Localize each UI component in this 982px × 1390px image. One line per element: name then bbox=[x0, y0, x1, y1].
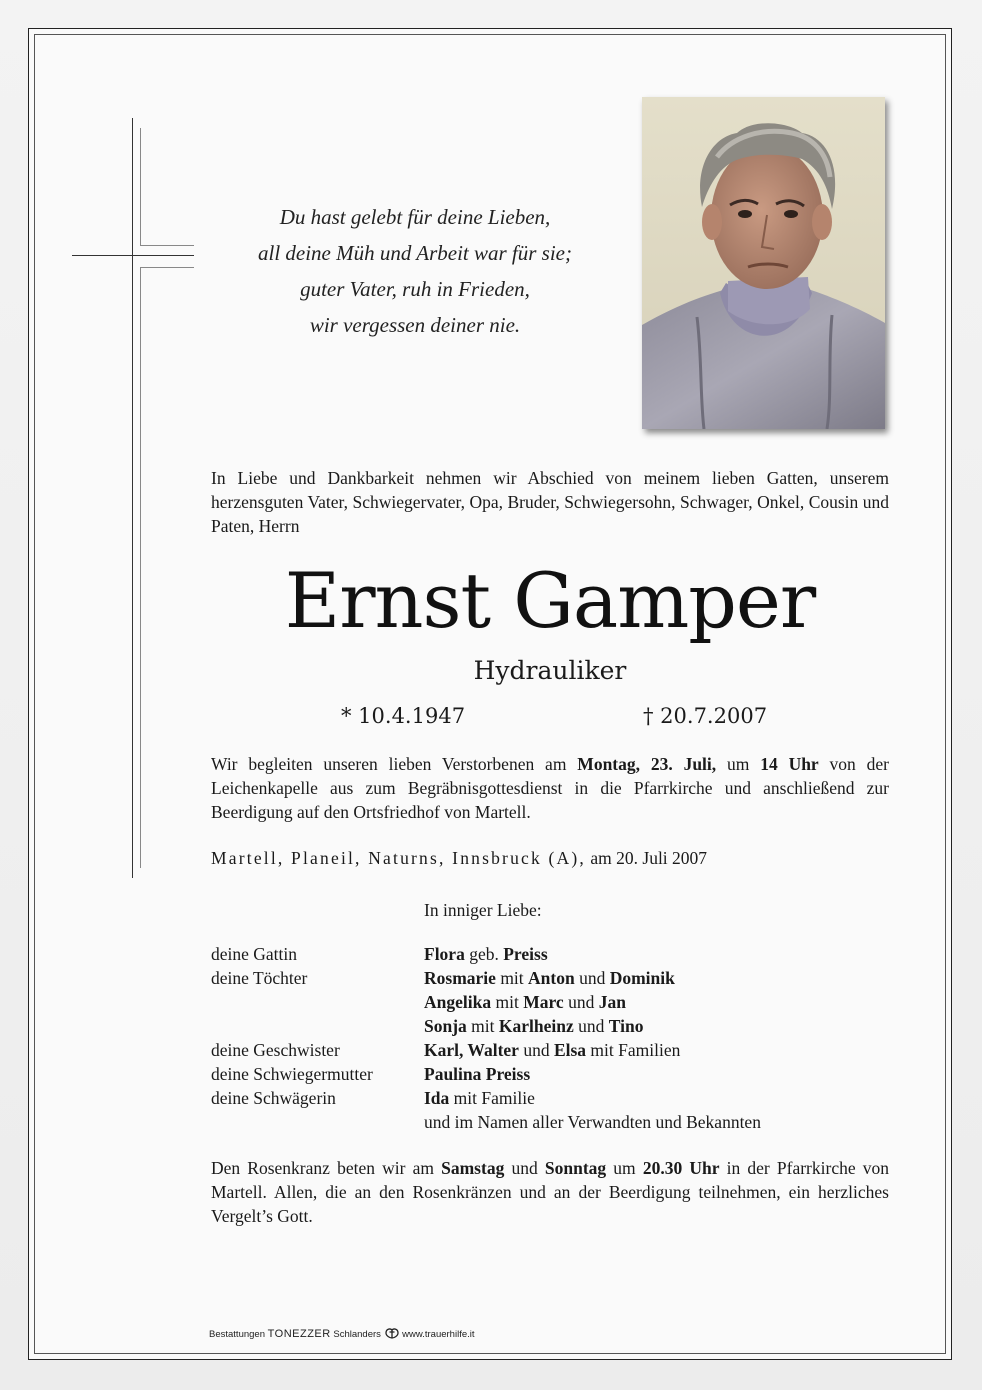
mourner-name: Paulina Preiss bbox=[424, 1064, 531, 1084]
connector: und bbox=[573, 1016, 609, 1036]
cross-line bbox=[140, 267, 141, 868]
love-line: In inniger Liebe: bbox=[424, 900, 542, 920]
cross-line bbox=[132, 118, 133, 878]
rosary-day: Sonntag bbox=[544, 1158, 607, 1178]
connector: mit bbox=[491, 992, 524, 1012]
closing-line: und im Namen aller Verwandten und Bekannten bbox=[424, 1112, 761, 1132]
mourner-name: Flora bbox=[424, 944, 465, 964]
cross-line bbox=[140, 267, 194, 268]
portrait-photo bbox=[642, 97, 885, 429]
relation: deine Geschwister bbox=[211, 1040, 340, 1060]
mourner-name: Preiss bbox=[503, 944, 548, 964]
date: am 20. Juli 2007 bbox=[586, 848, 708, 868]
mourner-name: Angelika bbox=[424, 992, 492, 1012]
poem-line: all deine Müh und Arbeit war für sie; bbox=[257, 241, 572, 265]
relation: deine Gattin bbox=[211, 944, 298, 964]
mourner-name: Elsa bbox=[553, 1040, 587, 1060]
mourner-name: Anton bbox=[528, 968, 575, 988]
birth-date: * 10.4.1947 bbox=[341, 704, 466, 728]
funeral-text bbox=[211, 752, 889, 824]
places: Martell, Planeil, Naturns, Innsbruck (A), bbox=[211, 848, 586, 868]
place-date bbox=[211, 846, 707, 870]
rosary-time: 20.30 Uhr bbox=[642, 1158, 720, 1178]
relation: deine Schwägerin bbox=[211, 1088, 336, 1108]
mourner-names bbox=[424, 1014, 643, 1038]
connector: mit Familien bbox=[586, 1040, 681, 1060]
rosary-text-part: um bbox=[606, 1158, 643, 1178]
connector: und bbox=[563, 992, 599, 1012]
funeral-text-part: von der Leichenkapelle aus zum Begräbnisgottesdienst in die Pfarrkirche und anschließend zur Beerdigung auf den Ortsfriedhof von Martell. bbox=[211, 754, 889, 822]
mourner-name: Tino bbox=[608, 1016, 644, 1036]
mourner-names bbox=[424, 1062, 530, 1086]
funeral-text-part: um bbox=[716, 754, 761, 774]
mourner-names bbox=[424, 942, 548, 966]
profession: Hydrauliker bbox=[473, 656, 627, 685]
mourner-name: Marc bbox=[523, 992, 564, 1012]
mourner-names bbox=[424, 966, 675, 990]
cross-line bbox=[140, 128, 141, 245]
cross-line bbox=[72, 255, 194, 256]
poem bbox=[215, 199, 615, 343]
footer-brand: TONEZZER bbox=[267, 1328, 331, 1341]
mourner-name: Karlheinz bbox=[498, 1016, 574, 1036]
footer-suffix: Schlanders bbox=[330, 1329, 381, 1341]
funeral-logo-icon bbox=[384, 1327, 400, 1342]
connector: mit bbox=[495, 968, 529, 988]
cross-line bbox=[140, 245, 194, 246]
rosary-text-part: und bbox=[504, 1158, 545, 1178]
deceased-name: Ernst Gamper bbox=[284, 556, 816, 645]
connector: mit bbox=[466, 1016, 499, 1036]
mourner-name: Karl, Walter bbox=[424, 1040, 519, 1060]
rosary-text bbox=[211, 1156, 889, 1228]
mourner-names bbox=[424, 990, 626, 1014]
poem-line: guter Vater, ruh in Frieden, bbox=[300, 277, 530, 301]
funeral-text-part: Wir begleiten unseren lieben Verstorbenen am bbox=[211, 754, 578, 774]
connector: geb. bbox=[464, 944, 504, 964]
mourner-names bbox=[424, 1086, 535, 1110]
footer-prefix: Bestattungen bbox=[209, 1329, 268, 1341]
connector: und bbox=[574, 968, 610, 988]
portrait-image bbox=[642, 97, 885, 429]
poem-line: Du hast gelebt für deine Lieben, bbox=[279, 205, 551, 229]
rosary-text-part: in der Pfarrkirche von Martell. Allen, die an den Rosenkränzen und an der Beerdigung teilnehmen, ein herzliches Vergelt’s Gott. bbox=[211, 1158, 890, 1226]
poem-line: wir vergessen deiner nie. bbox=[309, 313, 521, 337]
mourner-name: Rosmarie bbox=[424, 968, 496, 988]
footer-url: www.trauerhilfe.it bbox=[402, 1329, 475, 1341]
death-date: † 20.7.2007 bbox=[643, 704, 768, 728]
mourner-name: Dominik bbox=[609, 968, 675, 988]
rosary-text-part: Den Rosenkranz beten wir am bbox=[211, 1158, 442, 1178]
mourner-names bbox=[424, 1038, 680, 1062]
connector: mit Familie bbox=[449, 1088, 535, 1108]
funeral-day: Montag, 23. Juli, bbox=[577, 754, 717, 774]
mourner-name: Jan bbox=[598, 992, 626, 1012]
funeral-time: 14 Uhr bbox=[760, 754, 819, 774]
mourner-name: Ida bbox=[424, 1088, 450, 1108]
relation: deine Töchter bbox=[211, 968, 308, 988]
connector: und bbox=[518, 1040, 554, 1060]
relation: deine Schwiegermutter bbox=[211, 1064, 373, 1084]
footer-credit bbox=[209, 1327, 475, 1342]
rosary-day: Samstag bbox=[441, 1158, 505, 1178]
mourner-name: Sonja bbox=[424, 1016, 467, 1036]
intro-text: In Liebe und Dankbarkeit nehmen wir Abschied von meinem lieben Gatten, unserem herzensguten Vater, Schwiegervater, Opa, Bruder, Schwiegersohn, Schwager, Onkel, Cousin und Paten, Herrn bbox=[211, 468, 889, 536]
